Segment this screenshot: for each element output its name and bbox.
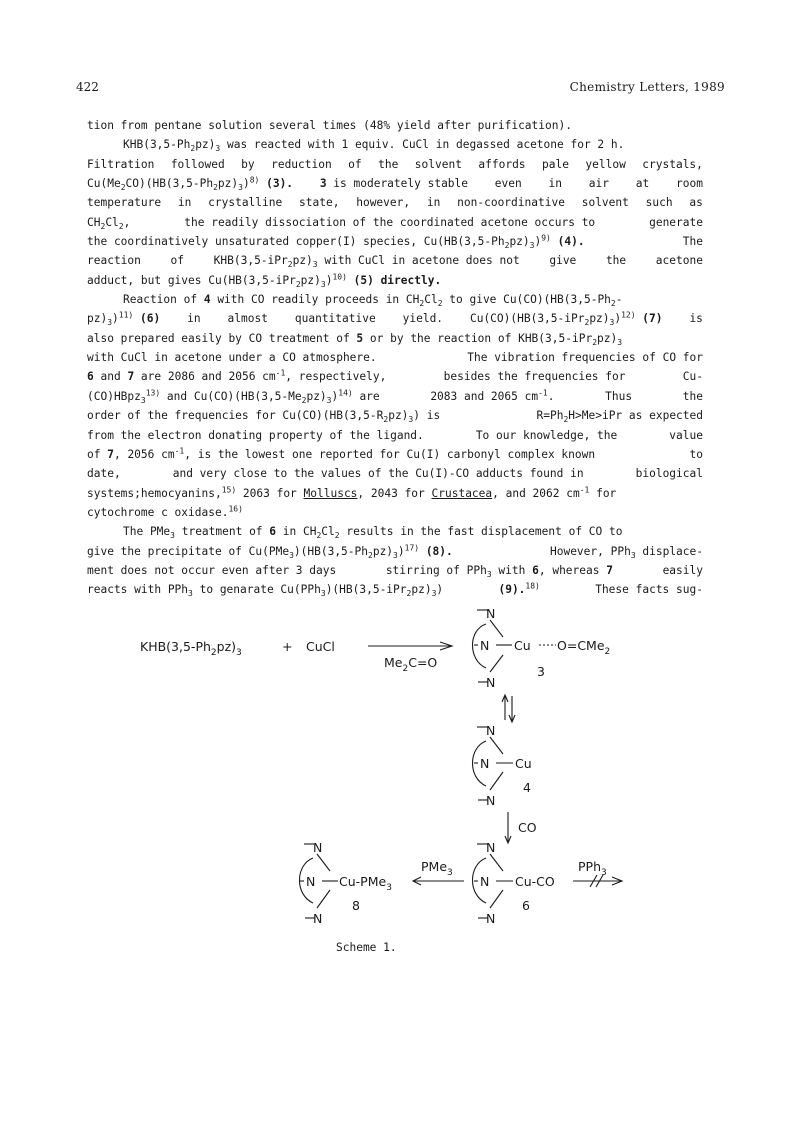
word: however, [356, 196, 411, 210]
text-span: also prepared easily by CO treatment of 5 or by the reaction of $KHB(3,5-iPr_2pz)_3$ [87, 331, 623, 348]
bond [490, 890, 503, 908]
text-line [87, 387, 703, 406]
word: reaction [87, 254, 141, 268]
text-span: Reaction of 4 with CO readily proceeds in $CH_2Cl_2$ to give $Cu(CO)(HB(3,5-Ph_2-$ [123, 293, 623, 309]
word: $pz)_3)^{11)}$ (6) [87, 310, 161, 328]
word: of 7, 2056 $cm^{-1}$, is the lowest one reported for Cu(I) carbonyl complex known [87, 446, 596, 461]
word: order of the frequencies for $Cu(CO)(HB(3,5-R_2pz)_3)$ is [87, 409, 441, 425]
text-line [87, 116, 703, 135]
word: give [549, 254, 577, 268]
word: ment does not occur even after 3 days [87, 563, 337, 577]
word: the [378, 157, 399, 171]
bond [490, 620, 503, 637]
word: 6 and 7 are 2086 and 2056 $cm^{-1}$, respectively, [87, 368, 387, 384]
word: Cu- [682, 370, 703, 384]
word: to [689, 447, 703, 461]
word: in [187, 312, 201, 326]
atom-n: N [486, 723, 496, 738]
bond [490, 655, 503, 672]
word: acetone [655, 254, 703, 268]
text-line [87, 271, 703, 290]
text-line [87, 290, 703, 309]
compound-label-6: 6 [522, 898, 530, 913]
word: (CO)HBpz$_3^{13)}$ and $Cu(CO)(HB(3,5-Me_2pz)_3)^{14)}$ are [87, 388, 380, 406]
atom-n: N [480, 756, 490, 771]
text-span: The PMe$_3$ treatment of 6 in $CH_2Cl_2$ results in the fast displacement of CO to [123, 525, 623, 541]
cu-pme3-group: Cu-PMe$_3$ [339, 874, 392, 893]
reaction-scheme [0, 600, 793, 960]
word: yellow [585, 157, 626, 171]
word: solvent [581, 196, 629, 210]
word: 2083 and 2065 $cm^{-1}$. [430, 388, 555, 403]
body-text [87, 116, 703, 600]
word: by [241, 157, 255, 171]
text-line [87, 174, 703, 193]
atom-n: N [486, 911, 496, 926]
compound-label-4: 4 [523, 780, 531, 795]
word: biological [635, 467, 703, 481]
word: Filtration [87, 157, 155, 171]
word: easily [662, 563, 703, 577]
reagent-co: CO [518, 820, 537, 835]
atom-n: N [486, 606, 496, 621]
word: and very close to the values of the Cu(I)-CO adducts found in [172, 467, 584, 481]
word: affords [478, 157, 526, 171]
word: solvent [414, 157, 462, 171]
word: at [635, 177, 650, 191]
bond [317, 854, 330, 871]
bond [490, 737, 503, 754]
word: quantitative [294, 312, 376, 326]
text-line [87, 193, 703, 212]
word: temperature [87, 196, 162, 210]
word: value [669, 428, 703, 442]
word: However, PPh$_3$ displace- [549, 544, 703, 560]
word: besides the frequencies for [443, 370, 626, 384]
word: To our knowledge, the [475, 428, 618, 442]
word: even [494, 177, 522, 191]
bond [490, 772, 503, 790]
text-line [87, 232, 703, 251]
word: of [348, 157, 362, 171]
word: $CH_2Cl_2$, [87, 215, 131, 231]
word: with CuCl in acetone under a CO atmosphere. [87, 351, 377, 365]
word: the [682, 389, 703, 403]
word: $KHB(3,5-iPr_2pz)_3$ with CuCl in acetone does not [213, 254, 520, 270]
word: the coordinatively unsaturated copper(I) species, $Cu(HB(3,5-Ph_2pz)_3)^{9)}$ (4). [87, 233, 585, 251]
word: $Cu(Me_2CO)(HB(3,5-Ph_2pz)_3)^{8)}$ (3). [87, 175, 294, 193]
page-number: 422 [76, 80, 99, 94]
text-span: cytochrome c oxidase.$^{16)}$ [87, 504, 243, 519]
atom-n: N [486, 793, 496, 808]
text-line [87, 522, 703, 541]
word: the readily dissociation of the coordinated acetone occurs to [184, 215, 596, 229]
text-line [87, 406, 703, 425]
atom-cu: Cu [514, 638, 531, 653]
word: 3 is moderately stable [319, 177, 469, 191]
text-line [87, 367, 703, 386]
atom-n: N [306, 874, 316, 889]
text-line [87, 542, 703, 561]
word: reacts with PPh$_3$ to genarate $Cu(PPh_3)(HB(3,5-iPr_2pz)_3)$ [87, 583, 444, 599]
compound-label-8: 8 [352, 898, 360, 913]
word: $Cu(CO)(HB(3,5-iPr_2pz)_3)^{12)}$ (7) [469, 310, 663, 328]
acetone-ligand: O=CMe$_2$ [557, 638, 611, 657]
word: followed [170, 157, 225, 171]
word: such [645, 196, 673, 210]
word: $R=Ph_2H>Me>iPr$ as expected [536, 409, 703, 425]
text-line [87, 251, 703, 270]
word: in [177, 196, 192, 210]
text-line [87, 484, 703, 503]
atom-n: N [480, 874, 490, 889]
reagent-pme3: PMe$_3$ [421, 859, 453, 878]
word: give the precipitate of $Cu(PMe_3)(HB(3,5-Ph_2pz)_3)^{17)}$ (8). [87, 542, 453, 560]
reagent-pph3: PPh$_3$ [578, 859, 607, 878]
word: crystalline [208, 196, 283, 210]
word: reduction [271, 157, 332, 171]
text-span: tion from pentane solution several times (48% yield after purification). [87, 119, 572, 132]
text-line [87, 155, 703, 174]
text-line [87, 135, 703, 154]
text-line [87, 329, 703, 348]
plus-sign: + [282, 639, 293, 654]
word: Thus [605, 389, 633, 403]
word: from the electron donating property of the ligand. [87, 428, 424, 442]
journal-header: Chemistry Letters, 1989 [569, 80, 725, 94]
scheme-caption: Scheme 1. [336, 941, 397, 954]
bond [317, 890, 330, 908]
word: The vibration frequencies of CO for [467, 351, 703, 365]
word: yield. [402, 312, 444, 326]
text-line [87, 445, 703, 464]
atom-cu: Cu [515, 756, 532, 771]
word: (9).$^{18)}$ [498, 581, 540, 597]
word: air [588, 177, 609, 191]
text-line [87, 464, 703, 483]
word: pale [542, 157, 569, 171]
bond [490, 854, 503, 871]
text-line [87, 213, 703, 232]
text-line [87, 561, 703, 580]
atom-n: N [313, 911, 323, 926]
text-span: $KHB(3,5-Ph_2pz)_3$ was reacted with 1 equiv. CuCl in degassed acetone for 2 h. [123, 138, 625, 154]
cucl-formula: CuCl [306, 639, 335, 654]
word: These facts sug- [595, 583, 703, 597]
text-span: systems;hemocyanins,$^{15)}$ 2063 for Molluscs, 2043 for Crustacea, and 2062 $cm^{-1}$ for [87, 484, 617, 500]
text-line [87, 309, 703, 328]
word: stirring of PPh$_3$ with 6, whereas 7 [385, 563, 613, 580]
word: is [689, 312, 703, 326]
text-line [87, 580, 703, 599]
word: non-coordinative [457, 196, 565, 210]
text-line [87, 503, 703, 522]
word: crystals, [642, 157, 703, 171]
atom-n: N [313, 840, 323, 855]
word: almost [227, 312, 268, 326]
word: the [605, 254, 627, 268]
text-span: adduct, but gives $Cu(HB(3,5-iPr_2pz)_3)^{10)}$ (5) directly. [87, 272, 442, 289]
word: in [548, 177, 562, 191]
word: room [675, 177, 703, 191]
reagent-acetone: $Me_2C=O$ [384, 655, 438, 674]
text-line [87, 426, 703, 445]
word: of [170, 254, 185, 268]
word: The [682, 235, 703, 249]
compound-label-3: 3 [537, 664, 545, 679]
atom-n: N [480, 638, 490, 653]
word: date, [87, 467, 121, 481]
reactant-formula: $KHB(3,5-Ph_2pz)_3$ [140, 639, 242, 658]
text-line [87, 348, 703, 367]
atom-n: N [486, 840, 496, 855]
word: state, [299, 196, 340, 210]
atom-n: N [486, 675, 496, 690]
word: generate [649, 215, 703, 229]
word: in [426, 196, 441, 210]
cu-co-group: Cu-CO [515, 874, 555, 889]
word: as [689, 196, 703, 210]
